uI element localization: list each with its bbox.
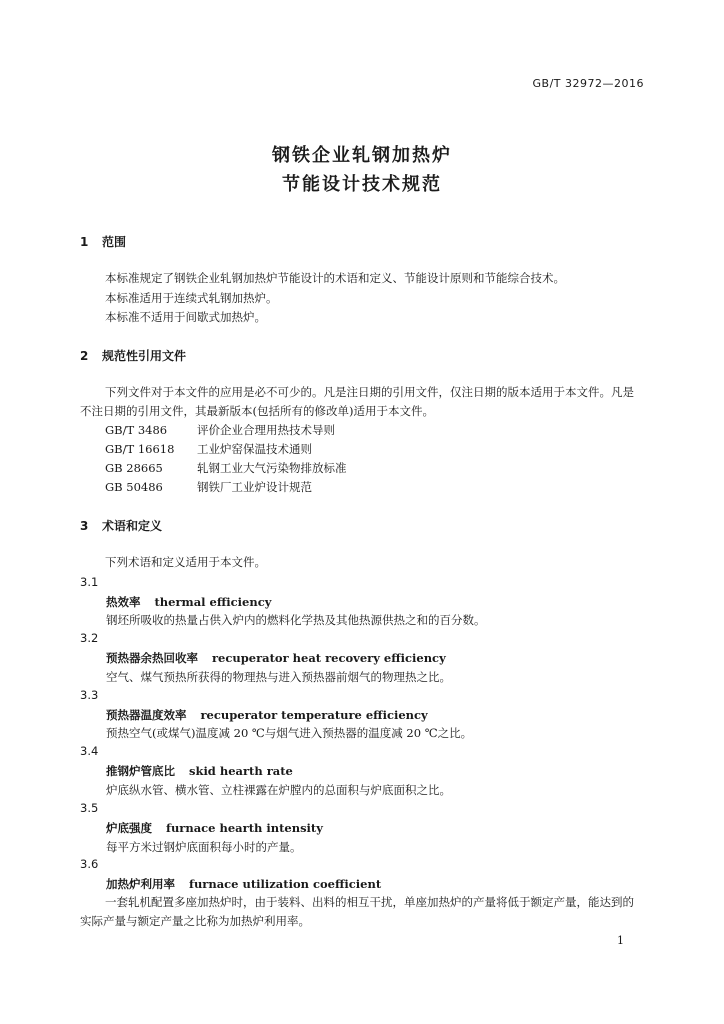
scope-paragraph: 本标准适用于连续式轧钢加热炉。 xyxy=(105,291,278,305)
term-definition: 预热空气(或煤气)温度减 20 ℃与烟气进入预热器的温度减 20 ℃之比。 xyxy=(106,726,473,740)
reference-item xyxy=(105,479,312,495)
reference-code: GB/T 16618 xyxy=(105,442,175,456)
term-cn: 热效率 xyxy=(106,595,141,609)
term-definition: 空气、煤气预热所获得的物理热与进入预热器前烟气的物理热之比。 xyxy=(106,670,451,684)
term-en: recuperator heat recovery efficiency xyxy=(212,651,446,665)
reference-name: 轧钢工业大气污染物排放标准 xyxy=(197,461,347,475)
term-number: 3.3 xyxy=(80,688,99,702)
section-number: 2 xyxy=(80,349,89,363)
reference-name: 钢铁厂工业炉设计规范 xyxy=(197,480,312,494)
term-definition: 炉底纵水管、横水管、立柱裸露在炉膛内的总面积与炉底面积之比。 xyxy=(106,783,451,797)
section-number: 3 xyxy=(80,519,89,533)
term-en: skid hearth rate xyxy=(189,764,293,778)
reference-code: GB 50486 xyxy=(105,480,163,494)
section-heading-terms xyxy=(80,517,162,534)
term-en: furnace hearth intensity xyxy=(166,821,323,835)
page-number: 1 xyxy=(617,934,624,947)
section-heading-scope xyxy=(80,233,126,250)
term-en: recuperator temperature efficiency xyxy=(200,708,428,722)
reference-item xyxy=(105,441,312,457)
document-title-line2: 节能设计技术规范 xyxy=(282,174,442,195)
term-title xyxy=(106,594,271,610)
section-number: 1 xyxy=(80,235,89,249)
term-cn: 预热器温度效率 xyxy=(106,708,187,722)
references-intro: 下列文件对于本文件的应用是必不可少的。凡是注日期的引用文件，仅注日期的版本适用于本文件。凡是不注日期的引用文件，其最新版本(包括所有的修改单)适用于本文件。 xyxy=(80,385,634,418)
reference-code: GB 28665 xyxy=(105,461,163,475)
standard-code: GB/T 32972—2016 xyxy=(532,77,644,90)
term-definition: 一套轧机配置多座加热炉时，由于装料、出料的相互干扰，单座加热炉的产量将低于额定产量，能达到的实际产量与额定产量之比称为加热炉利用率。 xyxy=(80,895,634,928)
section-heading-references xyxy=(80,347,186,364)
term-title xyxy=(106,820,323,836)
term-definition: 钢坯所吸收的热量占供入炉内的燃料化学热及其他热源供热之和的百分数。 xyxy=(106,613,486,627)
term-cn: 加热炉利用率 xyxy=(106,877,175,891)
term-definition: 每平方米过钢炉底面积每小时的产量。 xyxy=(106,840,302,854)
term-title xyxy=(106,763,293,779)
reference-name: 工业炉窑保温技术通则 xyxy=(197,442,312,456)
reference-item xyxy=(105,460,347,476)
term-cn: 炉底强度 xyxy=(106,821,152,835)
scope-paragraph: 本标准规定了钢铁企业轧钢加热炉节能设计的术语和定义、节能设计原则和节能综合技术。 xyxy=(105,271,565,285)
document-title-line1: 钢铁企业轧钢加热炉 xyxy=(272,145,452,166)
term-number: 3.2 xyxy=(80,631,99,645)
scope-paragraph: 本标准不适用于间歇式加热炉。 xyxy=(105,310,266,324)
term-en: thermal efficiency xyxy=(154,595,272,609)
section-title: 规范性引用文件 xyxy=(102,349,187,363)
term-cn: 预热器余热回收率 xyxy=(106,651,198,665)
term-number: 3.1 xyxy=(80,575,99,589)
section-title: 术语和定义 xyxy=(102,519,163,533)
reference-code: GB/T 3486 xyxy=(105,423,168,437)
reference-item xyxy=(105,422,335,438)
term-title xyxy=(106,707,428,723)
term-en: furnace utilization coefficient xyxy=(189,877,382,891)
term-number: 3.5 xyxy=(80,801,99,815)
term-title xyxy=(106,876,381,892)
terms-intro: 下列术语和定义适用于本文件。 xyxy=(105,555,266,569)
term-title xyxy=(106,650,446,666)
term-number: 3.4 xyxy=(80,744,99,758)
term-number: 3.6 xyxy=(80,857,99,871)
reference-name: 评价企业合理用热技术导则 xyxy=(197,423,335,437)
term-cn: 推钢炉管底比 xyxy=(106,764,175,778)
section-title: 范围 xyxy=(102,235,127,249)
